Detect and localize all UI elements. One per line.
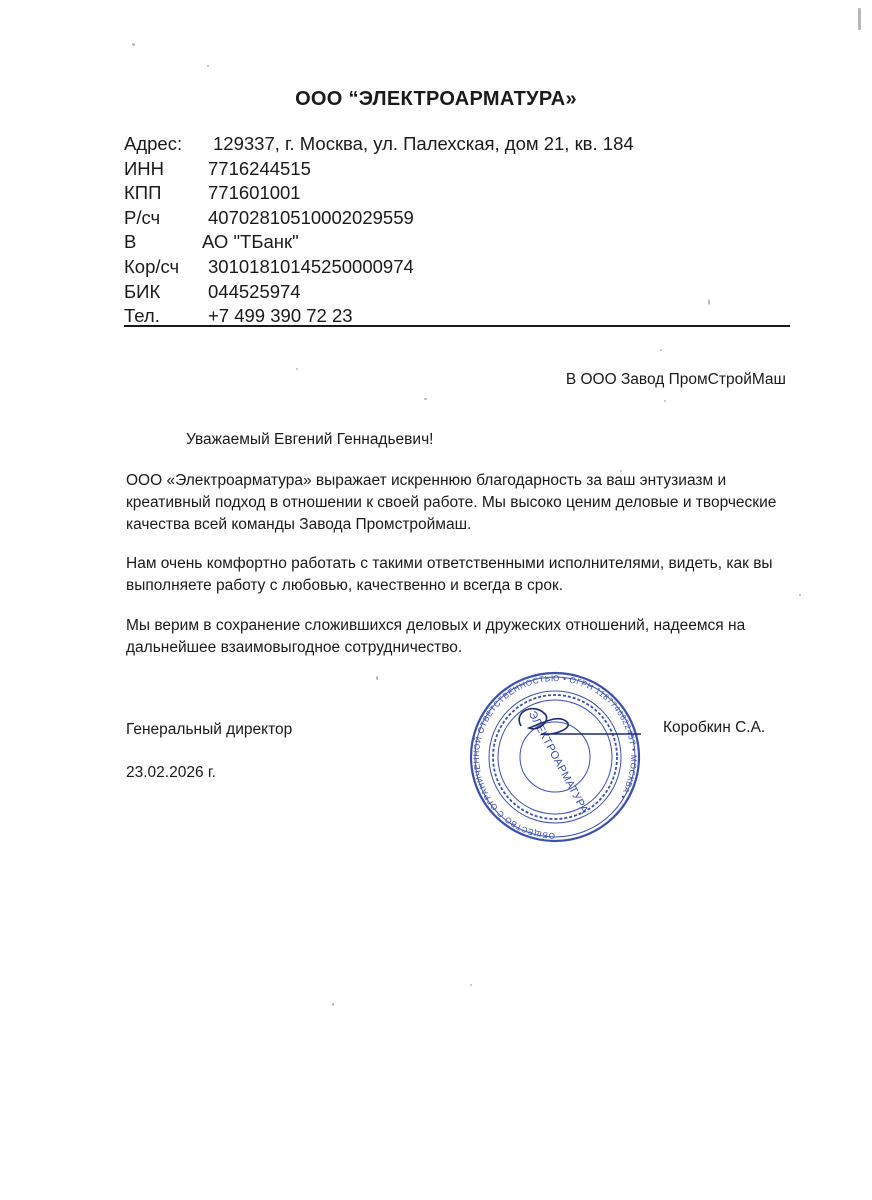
seal-ring-text: ОБЩЕСТВО С ОГРАНИЧЕННОЙ ОТВЕТСТВЕННОСТЬЮ • ОГРН 1187746622457 • МОСКВА • [471,673,639,841]
requisite-label: КПП [124,182,162,204]
scan-speck [376,676,378,680]
requisite-label: БИК [124,280,161,302]
requisite-value: +7 499 390 72 23 [208,305,353,327]
company-title: ООО “ЭЛЕКТРОАРМАТУРА» [295,88,577,110]
requisite-value: 30101810145250000974 [208,255,414,277]
scan-speck [132,43,135,46]
signatory-role: Генеральный директор [126,721,293,738]
scan-speck [620,470,622,472]
seal-center-text: ЭЛЕКТРОАРМАТУРА [525,709,591,816]
requisite-label: Кор/сч [124,255,180,277]
requisite-value: 129337, г. Москва, ул. Палехская, дом 21, кв. 184 [213,133,634,154]
scan-speck [470,984,472,986]
scan-speck [332,1003,334,1006]
requisite-label: Р/сч [124,206,161,228]
requisite-value: 40702810510002029559 [208,206,414,228]
requisite-value: 771601001 [208,182,301,204]
paragraph: Нам очень комфортно работать с такими ответственными исполнителями, видеть, как вы выполняете работу с любовью, качественно и всегда в срок. [126,555,773,594]
company-seal [455,670,655,845]
requisite-value: 7716244515 [208,157,311,179]
requisite-value: 044525974 [208,280,301,302]
header-divider [124,325,790,327]
scan-speck [296,368,298,370]
requisite-label: Тел. [124,305,160,327]
greeting: Уважаемый Евгений Геннадьевич! [186,431,434,448]
scan-speck [799,594,801,596]
scan-speck [858,8,861,30]
letter-date: 23.02.2026 г. [126,764,216,781]
requisite-label: ИНН [124,157,165,179]
requisite-value: АО "ТБанк" [202,231,299,253]
scan-speck [207,65,209,67]
scan-speck [424,398,427,400]
scan-speck [660,349,662,351]
scan-speck [664,400,666,402]
requisite-label: Адрес: [124,133,183,154]
scan-speck [708,299,710,305]
recipient-line: В ООО Завод ПромСтройМаш [565,371,786,388]
paragraph: ООО «Электроарматура» выражает искреннюю благодарность за ваш энтузиазм и креативный подход в отношении к своей работе. Мы высоко ценим деловые и творческие качества всей команды Завода Промстроймаш. [126,472,777,533]
requisite-label: В [124,231,137,253]
paragraph: Мы верим в сохранение сложившихся деловых и дружеских отношений, надеемся на дальнейшее взаимовыгодное сотрудничество. [126,617,746,656]
signatory-name: Коробкин С.А. [663,719,766,736]
